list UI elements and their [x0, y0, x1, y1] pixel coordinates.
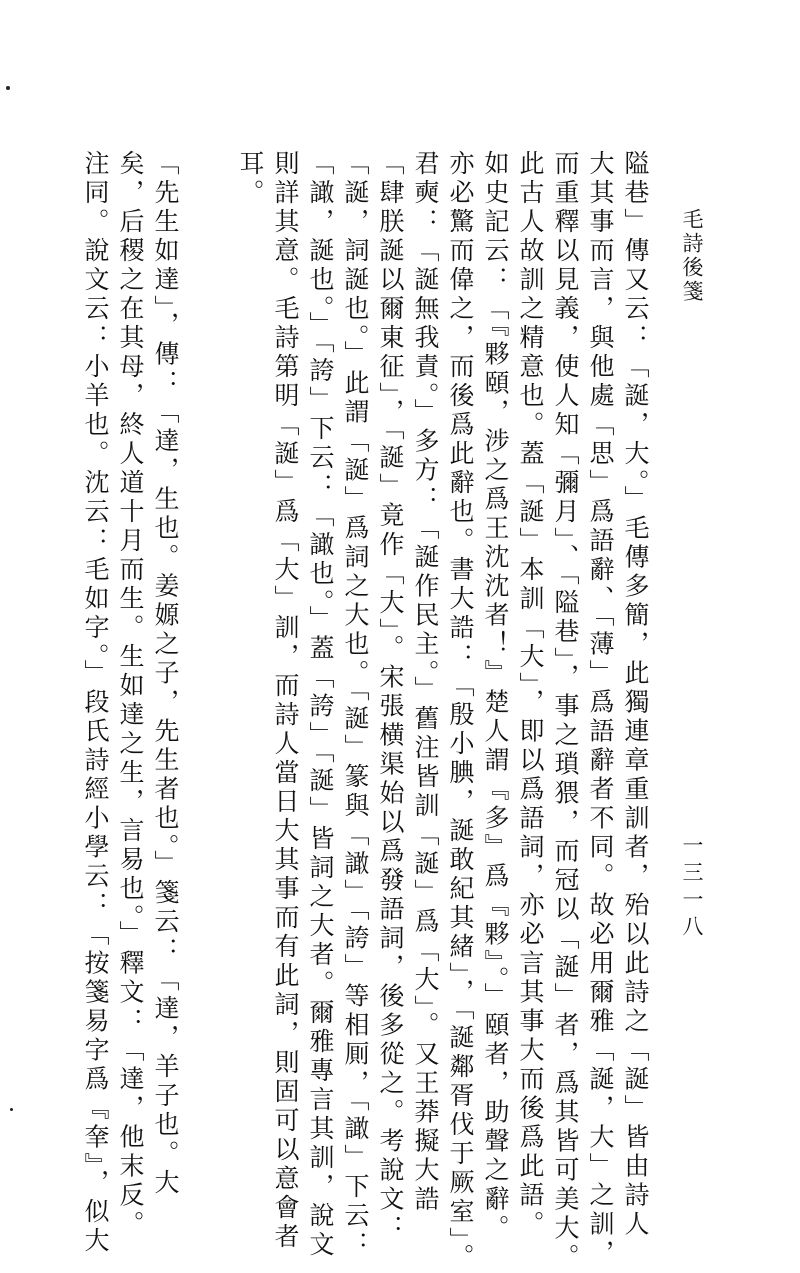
running-title: 毛詩後箋	[680, 208, 704, 304]
page-number: 一三一八	[680, 834, 704, 942]
scan-speck	[10, 1108, 13, 1111]
text-column: 「肆朕誕以爾東征」，「誕」竟作「大」。宋張横渠始以爲發語詞，後多從之。考說文：	[376, 150, 405, 1244]
text-column: 此古人故訓之精意也。蓋「誕」本訓「大」，即以爲語詞，亦必言其事大而後爲此語。	[516, 150, 545, 1240]
text-column: 隘巷」傳又云：「誕，大。」毛傳多簡，此獨連章重訓者，殆以此詩之「誕」皆由詩人	[621, 150, 650, 1240]
text-column: 君奭：「誕無我責。」多方：「誕作民主。」舊注皆訓「誕」爲「大」。又王莽擬大誥	[411, 150, 440, 1215]
text-column: 「誕，詞誕也。」此謂「誕」爲詞之大也。「誕」篆與「譀」「誇」等相厠，「譀」下云：	[341, 150, 370, 1260]
text-column: 「先生如達」，傳：「達，生也。姜嫄之子，先生者也。」箋云：「達，羊子也。大	[151, 150, 180, 1198]
text-column: 矣，后稷之在其母，終人道十月而生。生如達之生，言易也。」釋文：「達，他末反。	[116, 150, 145, 1240]
text-column: 而重釋以見義，使人知「彌月」、「隘巷」，事之瑣猥，而冠以「誕」者，爲其皆可美大。	[551, 150, 580, 1273]
text-column: 「譀，誕也。」「誇」下云：「譀也。」蓋「誇」「誕」皆詞之大者。爾雅專言其訓，說文	[306, 150, 335, 1260]
main-text	[78, 150, 653, 1273]
text-column: 耳。	[236, 150, 265, 208]
text-column: 注同。說文云：小羊也。沈云：毛如字。」段氏詩經小學云：「按箋易字爲『羍』，似大	[81, 150, 110, 1256]
text-column: 大其事而言，與他處「思」爲語辭、「薄」爲語辭者不同。故必用爾雅「誕，大」之訓，	[586, 150, 615, 1269]
scan-speck	[6, 86, 10, 90]
text-column: 亦必驚而偉之，而後爲此辭也。書大誥：「殷小腆，誕敢紀其緒」，「誕鄰胥伐于厥室」。	[446, 150, 475, 1273]
text-column: 如史記云：「『夥頤，涉之爲王沈沈者！』楚人謂『多』爲『夥』。」頤者，助聲之辭。	[481, 150, 510, 1244]
text-column: 則詳其意。毛詩第明「誕」爲「大」訓，而詩人當日大其事而有此詞，則固可以意會者	[271, 150, 300, 1252]
